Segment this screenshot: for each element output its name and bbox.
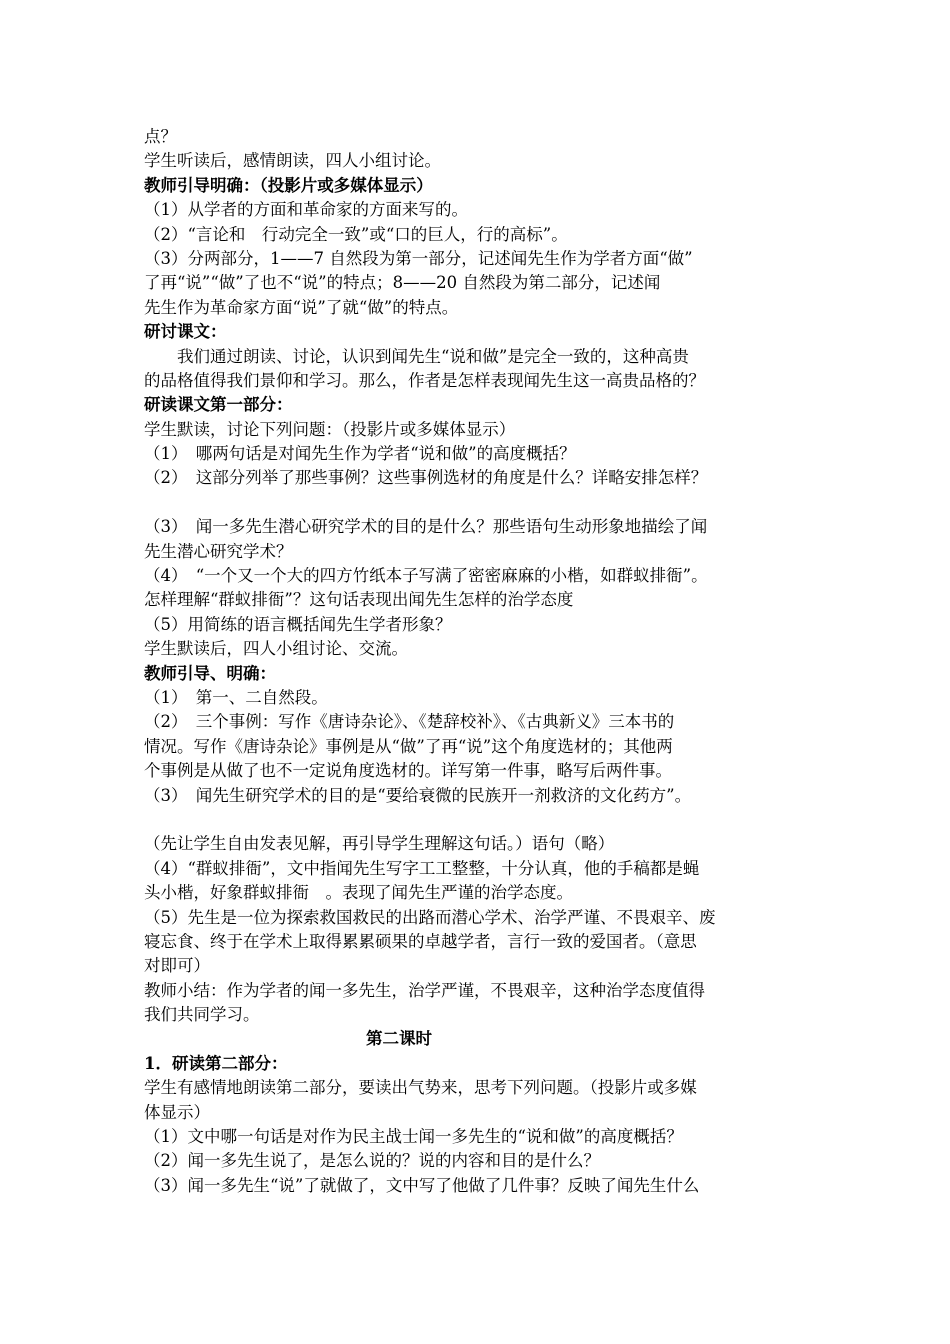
list-item: （2） 这部分列举了那些事例？这些事例选材的角度是什么？详略安排怎样？: [144, 468, 708, 488]
text-line: 学生有感情地朗读第二部分，要读出气势来，思考下列问题。（投影片或多媒: [144, 1078, 697, 1098]
list-item: （3） 闻一多先生潜心研究学术的目的是什么？那些语句生动形象地描绘了闻: [144, 517, 708, 537]
list-item: （1）文中哪一句话是对作为民主战士闻一多先生的“说和做”的高度概括？: [144, 1127, 683, 1147]
list-item: （1） 哪两句话是对闻先生作为学者“说和做”的高度概括？: [144, 444, 576, 464]
list-item: （1） 第一、二自然段。: [144, 687, 328, 707]
list-item: （4）“群蚁排衙”，文中指闻先生写字工工整整，十分认真，他的手稿都是蝇: [144, 858, 700, 878]
text-line: 对即可）: [144, 956, 210, 976]
list-item: （2） 三个事例：写作《唐诗杂论》、《楚辞校补》、《古典新义》三本书的: [144, 712, 675, 732]
text-line: 了再“说”“做”了也不“说”的特点；8——20 自然段为第二部分，记述闻: [144, 273, 661, 293]
list-item: （1）从学者的方面和革命家的方面来写的。: [144, 200, 468, 220]
section-heading: 研读课文第一部分：: [144, 395, 293, 415]
list-item: （2）“言论和 行动完全一致”或“口的巨人，行的高标”。: [144, 224, 568, 244]
text-line: 教师小结：作为学者的闻一多先生，治学严谨，不畏艰辛，这种治学态度值得: [144, 980, 705, 1000]
paragraph-line: 的品格值得我们景仰和学习。那么，作者是怎样表现闻先生这一高贵品格的？: [144, 370, 705, 390]
text-line: 我们共同学习。: [144, 1005, 260, 1025]
text-line: 先生潜心研究学术？: [144, 541, 293, 561]
text-line: 怎样理解“群蚁排衙”？这句话表现出闻先生怎样的治学态度: [144, 590, 574, 610]
text-line: 点？: [144, 127, 177, 146]
blank-line: [144, 491, 824, 515]
list-item: （5）先生是一位为探索救国救民的出路而潜心学术、治学严谨、不畏艰辛、废: [144, 907, 716, 927]
list-item: （3）闻一多先生“说”了就做了，文中写了他做了几件事？反映了闻先生什么: [144, 1175, 700, 1195]
list-item: （2）闻一多先生说了，是怎么说的？说的内容和目的是什么？: [144, 1151, 600, 1171]
list-item: （5）用简练的语言概括闻先生学者形象？: [144, 614, 452, 634]
text-line: 学生默读后，四人小组讨论、交流。: [144, 639, 408, 659]
lesson-title: 第二课时: [366, 1029, 432, 1049]
section-heading: 1．研读第二部分：: [144, 1053, 288, 1073]
text-line: 寝忘食、终于在学术上取得累累硕果的卓越学者，言行一致的爱国者。（意思: [144, 931, 697, 951]
text-line: 个事例是从做了也不一定说角度选材的。详写第一件事，略写后两件事。: [144, 761, 672, 781]
section-heading: 研讨课文：: [144, 322, 227, 342]
text-line: 学生听读后，感情朗读，四人小组讨论。: [144, 151, 441, 171]
text-line: 先生作为革命家方面“说”了就“做”的特点。: [144, 297, 459, 317]
list-item: （3）分两部分，1——7 自然段为第一部分，记述闻先生作为学者方面“做”: [144, 248, 693, 268]
text-line: 头小楷，好象群蚁排衙 。表现了闻先生严谨的治学态度。: [144, 883, 573, 903]
section-heading: 教师引导、明确：: [144, 663, 276, 683]
list-item: （4） “一个又一个大的四方竹纸本子写满了密密麻麻的小楷，如群蚁排衙”。: [144, 566, 708, 586]
list-item: （3） 闻先生研究学术的目的是“要给衰微的民族开一剂救济的文化药方”。: [144, 785, 692, 805]
text-line: 学生默读，讨论下列问题：（投影片或多媒体显示）: [144, 419, 516, 439]
blank-line: [144, 808, 824, 832]
text-line: 体显示）: [144, 1102, 210, 1122]
text-line: （先让学生自由发表见解，再引导学生理解这句话。）语句（略）: [144, 834, 615, 854]
paragraph-line: 我们通过朗读、讨论，认识到闻先生“说和做”是完全一致的，这种高贵: [144, 346, 689, 366]
section-heading: 教师引导明确：（投影片或多媒体显示）: [144, 175, 433, 195]
text-line: 情况。写作《唐诗杂论》事例是从“做”了再“说”这个角度选材的；其他两: [144, 736, 673, 756]
document-body: [144, 125, 824, 1198]
